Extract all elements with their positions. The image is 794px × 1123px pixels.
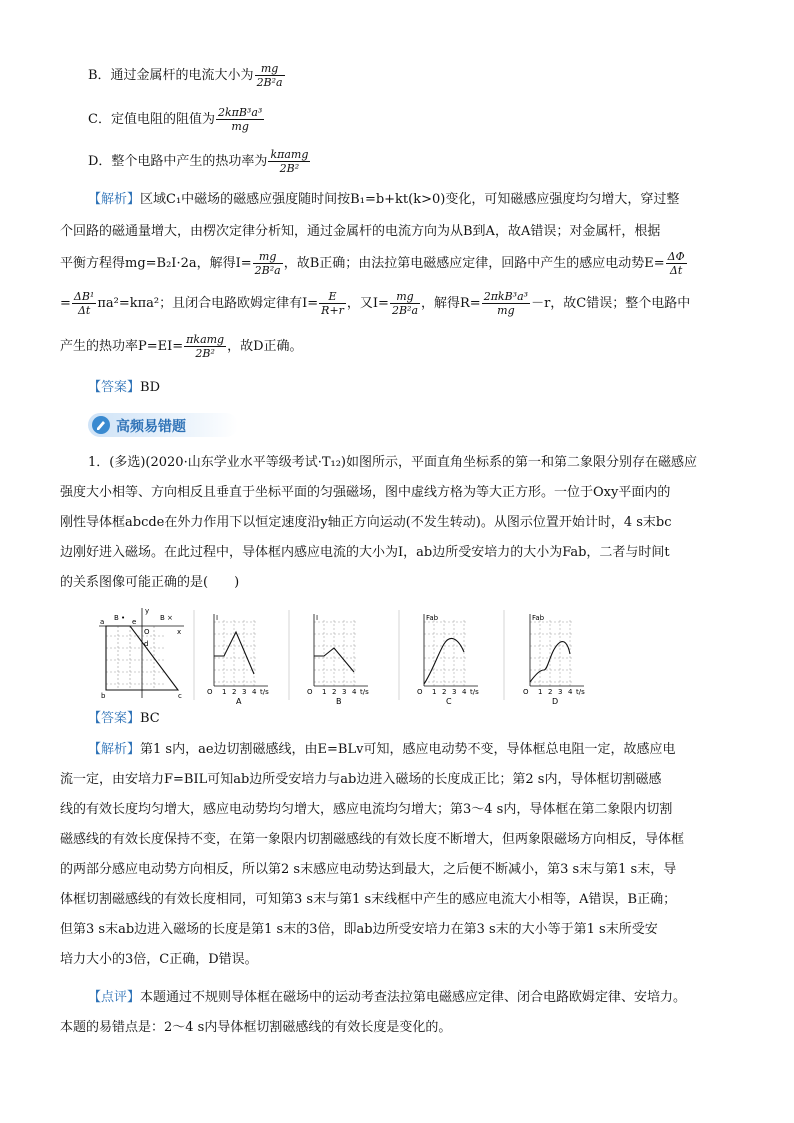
graph-caption: B [336,697,342,704]
question-line2: 强度大小相等、方向相反且垂直于坐标平面的匀强磁场，图中虚线方格为等大正方形。一位于Oxy平面内的 [60,485,671,500]
question-line4: 边刚好进入磁场。在此过程中，导体框内感应电流的大小为I，ab边所受安培力的大小为Fab，二者与时间t [60,545,670,560]
svg-text:x: x [177,628,182,636]
svg-text:t/s: t/s [360,688,369,696]
answer2: 【答案】BC [88,711,160,726]
fig-b-cross: B × [160,614,173,622]
svg-text:y: y [145,607,150,615]
svg-text:c: c [178,692,182,700]
graph-A [207,614,269,704]
option-b [88,62,286,89]
analysis2-line5: 的两部分感应电动势方向相反，所以第2 s末感应电动势达到最大，之后便不断减小，第3 s末与第1 s末，导 [60,862,677,877]
graph-tick: 3 [558,688,563,696]
analysis2-line3: 线的有效长度均匀增大，感应电动势均匀增大，感应电流均匀增大；第3～4 s内，导体框在第二象限内切割 [60,802,673,817]
graph-tick: 2 [442,688,447,696]
analysis2-line2: 流一定，由安培力F=BIL可知ab边所受安培力与ab边进入磁场的长度成正比；第2 s内，导体框切割磁感 [60,772,662,787]
analysis2-line8: 培力大小的3倍，C正确，D错误。 [60,952,258,967]
graph-tick: 1 [322,688,327,696]
option-d [88,148,311,175]
svg-text:t/s: t/s [470,688,479,696]
question-line5: 的关系图像可能正确的是( ) [60,575,240,590]
graph-ylabel: Fab [426,614,439,622]
analysis1-line5: 产生的热功率P=EI= $\frac{\text{πkamg}}{\text{2B²}}$ ，故D正确。 [60,333,303,360]
svg-text:t/s: t/s [576,688,585,696]
analysis-label: 【解析】 [88,192,141,207]
graph-tick: 3 [242,688,247,696]
comment-line1: 【点评】本题通过不规则导体框在磁场中的运动考查法拉第电磁感应定律、闭合电路欧姆定律、安培力。 [88,990,687,1005]
svg-text:e: e [132,618,137,626]
option-d-fraction: $\frac{\text{kπamg}}{\text{2B²}}$ [270,148,309,175]
svg-text:d: d [144,640,149,648]
answer1-value: BD [140,380,160,395]
analysis2-line6: 体框切割磁感线的有效长度相同，可知第3 s末与第1 s末线框中产生的感应电流大小相等，A错误，B正确； [60,892,677,907]
analysis1-line4: = $\frac{\text{ΔB¹}}{\Delta t}$ πa²=kπa²；且闭合电路欧姆定律有I= $\frac{E}{R+r}$ ，又I= $\frac{mg}{\text{2B²a}}$ ，解得R= $\frac{\text{2πkB³a³}}{mg}$ －r，故C错误；整个电路中 [60,290,691,317]
section-title: 高频易错题 [116,419,186,435]
analysis2-line1: 【解析】第1 s内，ae边切割磁感线，由E=BLv可知，感应电动势不变，导体框总电阻一定，故感应电 [88,742,676,757]
graph-tick: 3 [342,688,347,696]
analysis1-line2: 个回路的磁通量增大，由楞次定律分析知，通过金属杆的电流方向为从B到A，故A错误；对金属杆，根据 [60,224,661,239]
answer1: 【答案】BD [88,380,160,395]
svg-text:b: b [101,692,106,700]
option-c [88,106,265,133]
comment-line2: 本题的易错点是：2～4 s内导体框切割磁感线的有效长度是变化的。 [60,1020,452,1035]
analysis1-line3: 平衡方程得mg=B₂I·2a，解得I= $\frac{mg}{\text{2B²a}}$ ，故B正确；由法拉第电磁感应定律，回路中产生的感应电动势E= $\frac{\Delta\Phi}{\Delta t}$ [60,250,685,277]
answer2-value: BC [140,711,160,726]
option-c-fraction: $\frac{\text{2kπB³a³}}{mg}$ [217,106,263,133]
analysis1-line1: 【解析】区域C₁中磁场的磁感应强度随时间按B₁=b+kt(k>0)变化，可知磁感应强度均匀增大，穿过整 [88,192,680,207]
fig-b-dot: B • [114,614,126,622]
graph-C [417,614,479,704]
svg-text:t/s: t/s [260,688,269,696]
graph-ylabel: Fab [532,614,545,622]
section-banner [88,413,238,437]
graph-tick: 1 [222,688,227,696]
option-b-fraction: $\frac{mg}{\text{2B²a}}$ [256,62,283,89]
option-b-text: B．通过金属杆的电流大小为 [88,68,254,83]
frame-diagram [99,607,184,700]
graph-tick: 2 [548,688,553,696]
graph-tick: 2 [332,688,337,696]
option-c-text: C．定值电阻的阻值为 [88,112,215,127]
graph-tick: 1 [432,688,437,696]
graph-caption: D [552,697,559,704]
graph-ylabel: I [216,614,219,622]
graph-tick: 4 [568,688,573,696]
analysis2-line7: 但第3 s末ab边进入磁场的长度是第1 s末的3倍，即ab边所受安培力在第3 s末的大小等于第1 s末所受安 [60,922,658,937]
graph-tick: 4 [252,688,257,696]
svg-text:O: O [307,688,313,696]
graph-caption: C [446,697,452,704]
graph-tick: 1 [538,688,543,696]
question-figure [94,606,614,704]
svg-text:O: O [144,628,150,636]
graph-caption: A [236,697,242,704]
option-d-text: D．整个电路中产生的热功率为 [88,154,268,169]
graph-D [523,614,585,704]
graph-tick: 2 [232,688,237,696]
question-line1: 1．(多选)(2020·山东学业水平等级考试·T₁₂)如图所示，平面直角坐标系的第一和第二象限分别存在磁感应 [88,455,698,470]
svg-text:O: O [417,688,423,696]
svg-text:O: O [523,688,529,696]
analysis2-line4: 磁感线的有效长度保持不变，在第一象限内切割磁感线的有效长度不断增大，但两象限磁场方向相反，导体框 [60,832,685,847]
pencil-icon [92,416,110,434]
svg-text:O: O [207,688,213,696]
graph-tick: 4 [462,688,467,696]
graph-B [307,614,369,704]
graph-tick: 3 [452,688,457,696]
graph-ylabel: I [316,614,319,622]
svg-text:a: a [100,618,105,626]
graph-tick: 4 [352,688,357,696]
question-line3: 刚性导体框abcde在外力作用下以恒定速度沿y轴正方向运动(不发生转动)。从图示位置开始计时，4 s末bc [60,515,672,530]
